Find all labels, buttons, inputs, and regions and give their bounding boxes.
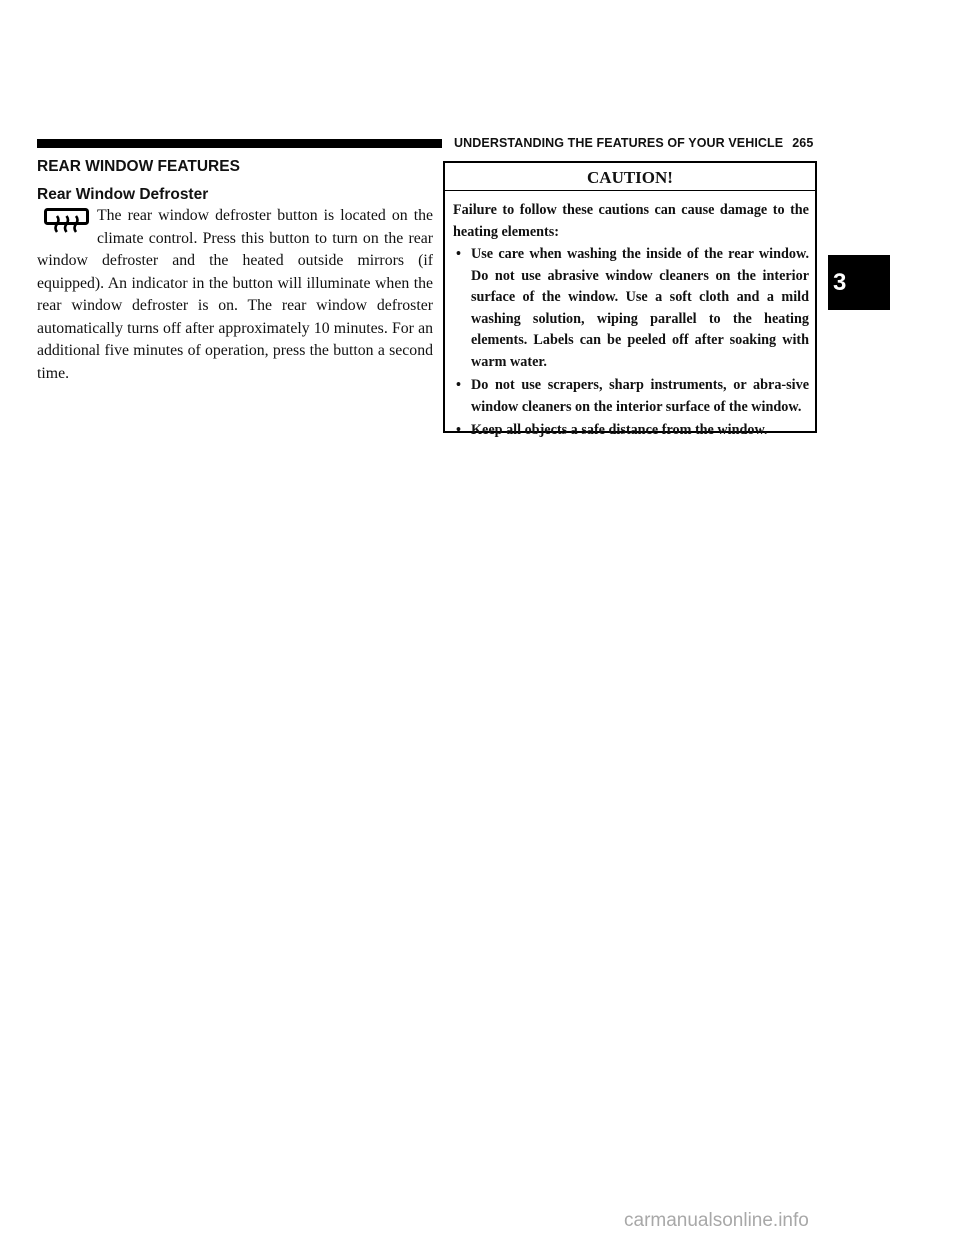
caution-item-text: Use care when washing the inside of the rear window. Do not use abrasive window cleaners on the interior surface of the window. Use a soft cloth and a mild washing solution, wiping parallel to the heating elements. Labels can be peeled off after soaking with warm water.: [471, 246, 809, 370]
running-header: [454, 136, 813, 150]
caution-item-text: Keep all objects a safe distance from the window.: [471, 422, 768, 438]
caution-item-text: Do not use scrapers, sharp instruments, or abra-sive window cleaners on the interior surface of the window.: [471, 377, 809, 415]
bullet-icon: •: [456, 246, 461, 262]
defroster-paragraph: The rear window defroster button is located on the climate control. Press this button to turn on the rear window defroster and the heated outside mirrors (if equipped). An indicator in the button will illuminate when the rear window defroster is on. The rear window defroster automatically turns off after approximately 10 minutes. For an additional five minutes of operation, press the button a second time.: [37, 207, 433, 382]
page-number: 265: [792, 136, 814, 150]
bullet-icon: •: [456, 377, 461, 393]
caution-item: [453, 375, 809, 418]
caution-body: [445, 191, 815, 442]
bullet-icon: •: [456, 422, 461, 438]
running-title: UNDERSTANDING THE FEATURES OF YOUR VEHICLE: [454, 136, 784, 150]
header-rule: [37, 139, 442, 148]
caution-box: [443, 161, 817, 438]
caution-item: [453, 244, 809, 373]
section-title: REAR WINDOW FEATURES: [37, 158, 240, 175]
watermark: carmanualsonline.info: [624, 1210, 809, 1231]
subsection-title: Rear Window Defroster: [37, 186, 209, 203]
caution-item: [453, 420, 809, 442]
chapter-tab: 3: [828, 255, 890, 310]
defroster-description: [37, 205, 433, 385]
caution-intro: Failure to follow these cautions can cause damage to the heating elements:: [453, 202, 809, 240]
caution-title: CAUTION!: [445, 163, 815, 191]
caution-list: [453, 244, 809, 442]
icon-spacer: [37, 205, 97, 243]
